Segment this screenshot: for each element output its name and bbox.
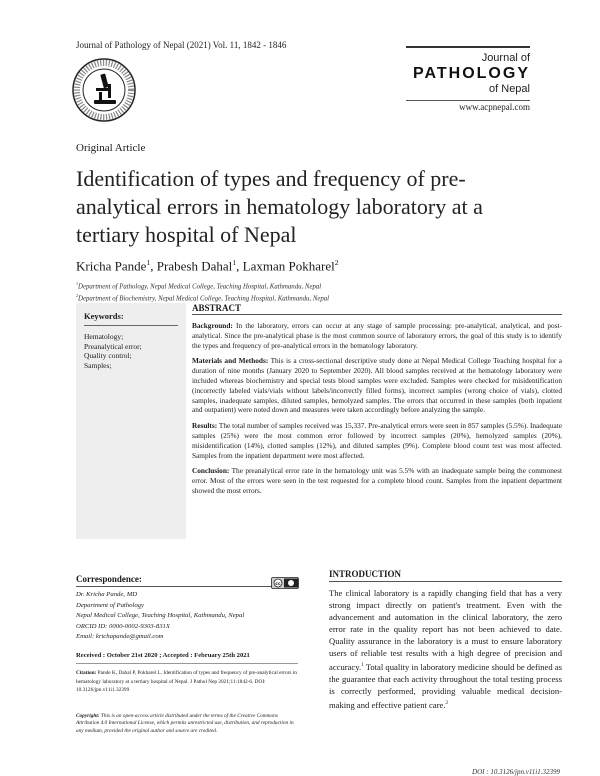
abstract-heading: ABSTRACT [192,303,242,313]
section-text: In the laboratory, errors can occur at any stage of sample processing: pre-analytical, analytical, and post-analytical. Since the pre-analytical phase is the most common source of laboratory errors, the goal of this study is to identify the types and frequency of pre-analytical errors in the hematology laboratory. [192,321,562,350]
abstract-background [192,321,562,350]
journal-website-link[interactable]: www.acpnepal.com [459,102,530,112]
journal-seal-logo [72,58,136,122]
author-list: Kricha Pande$^1$, Prabesh Dahal$^1$, Laxman Pokharel$^2$ [76,258,339,274]
author-name: Laxman Pokharel [242,258,335,274]
introduction-text [329,587,562,711]
section-text: This is a cross-sectional descriptive study done at Nepal Medical College Teaching hospital for a duration of nine months (January 2020 to September 2020). All blood samples received at the hematology laboratory were included whereas biochemistry and special tests blood samples were excluded. Samples were checked for misidentification (incorrectly labeled vials/vials without labels/incorrectly filled forms), incorrect samples (wrong choice of vials), clotted samples, inadequate samples, diluted samples, hemolyzed samples. The errors that occurred in these samples (both inpatient and outpatient) were noted down and measures were taken accordingly before analyzing the sample. [192,356,562,415]
abstract-results [192,421,562,460]
abstract-conclusion [192,466,562,495]
reference-sup: 2 [445,700,449,707]
correspondence-line: Department of Pathology [76,601,144,609]
citation-block [76,669,298,695]
abstract-body [192,321,562,502]
author-name: Prabesh Dahal [156,258,233,274]
keywords-box [76,303,186,539]
brand-line-2: PATHOLOGY [413,64,530,82]
section-label: Conclusion: [192,466,230,476]
brand-rule [406,46,530,48]
brand-rule-bottom [406,100,530,101]
abstract-methods [192,356,562,415]
email-link[interactable]: Email: krichapande@gmail.com [76,633,164,640]
author-sup: 1 [146,258,151,267]
keyword-item: Preanalytical error; [84,341,142,351]
cc-badge-text: cc [275,581,281,587]
keyword-item: Hematology; [84,332,124,341]
copyright-text: This is an open-access article distributed under the terms of the Creative Commons Attribution 4.0 International License, which permits unrestricted use, distribution, and reproduction in any medium, provided the original author and source are credited. [76,713,294,734]
dates-divider [76,663,298,664]
article-title: Identification of types and frequency of pre-analytical errors in hematology laboratory at a tertiary hospital of Nepal [76,166,483,247]
section-label: Materials and Methods: [192,356,269,366]
correspondence-line: Dr. Kricha Pande, MD [76,591,138,598]
introduction-sentence: The clinical laboratory is a rapidly changing field that has a very strong impact directly on patient's treatment. Even with the advancement and automation in the clinical laboratory, the zero error rate in the quality report has not been achieved to date. Quality assurance in the laboratory is a must to ensure laboratory users of reliable test results with a high degree of precision and accuracy. [329,588,562,673]
affiliation-text: Department of Pathology, Nepal Medical College, Teaching Hospital, Kathmandu, Nepal [78,283,322,291]
affiliation-text: Department of Biochemistry, Nepal Medical College, Teaching Hospital, Kathmandu, Nepal [78,295,330,303]
doi-footer[interactable]: DOI : 10.3126/jpn.v11i1.32399 [472,768,560,776]
reference-sup: 1 [361,662,364,669]
affiliation-item [76,291,329,303]
section-text: The preanalytical error rate in the hematology unit was 5.5% with an inadequate sample being the commonest error. Most of the errors were seen in the test requested for a complete blood count. Samples from the inpatient department showed the most errors. [192,466,562,495]
section-label: Results: [192,421,218,431]
introduction-heading: INTRODUCTION [329,569,402,579]
journal-citation-header: Journal of Pathology of Nepal (2021) Vol. 11, 1842 - 1846 [76,40,287,50]
introduction-sentence: Total quality in laboratory medicine should be defined as the guarantee that each activity throughout the total testing process is correctly performed, providing valuable medical decision-making and effective patient care. [329,662,562,711]
affiliation-item [76,279,329,291]
affiliation-sup: 2 [76,293,79,299]
brand-line-1: Journal of [481,51,530,64]
affiliations [76,279,329,304]
brand-line-3: of Nepal [489,82,530,95]
received-accepted-dates: Received : October 21st 2020 ; Accepted : February 25th 2021 [76,652,250,659]
author-sup: 2 [334,258,339,267]
correspondence-block [76,574,304,643]
correspondence-divider [76,586,296,587]
journal-brand [406,46,530,101]
article-type: Original Article [76,142,146,154]
citation-label: Citation: [76,670,97,676]
orcid-link[interactable]: ORCID ID: 0000-0002-9303-831X [76,622,170,630]
author-sup: 1 [232,258,237,267]
keyword-item: Quality control; [84,351,132,360]
author-name: Kricha Pande [76,258,147,274]
section-text: The total number of samples received was 15,337. Pre-analytical errors were seen in 857 samples (5.5%). Inadequate samples (25%) were the most common error followed by incorrect samples (20%), hemolyzed samples (20%), misidentification (14%), clotted samples (12%), and diluted samples (9%). Complete blood count test was most affected. Samples from the inpatient department were most affected. [192,421,562,460]
correspondence-heading: Correspondence: [76,574,142,584]
correspondence-line: Nepal Medical College, Teaching Hospital, Kathmandu, Nepal [76,612,245,619]
copyright-label: Copyright: [76,713,100,719]
affiliation-sup: 1 [76,281,79,286]
introduction-divider [329,581,562,582]
copyright-block [76,713,298,735]
keywords-divider [84,325,178,326]
citation-text: Pande K, Dahal P, Pokharel L. Identification of types and frequency of pre-analytical errors in hematology laboratory at a tertiary hospital of Nepal. J Pathol Nep 2021;11:1842-6. DOI: 10.3126/jpn.v11i1.32399 [76,670,297,693]
keywords-heading: Keywords: [84,311,124,321]
section-label: Background: [192,321,233,330]
keyword-item: Samples; [84,360,112,370]
cc-license-icon[interactable] [271,576,299,588]
abstract-divider [192,314,562,315]
